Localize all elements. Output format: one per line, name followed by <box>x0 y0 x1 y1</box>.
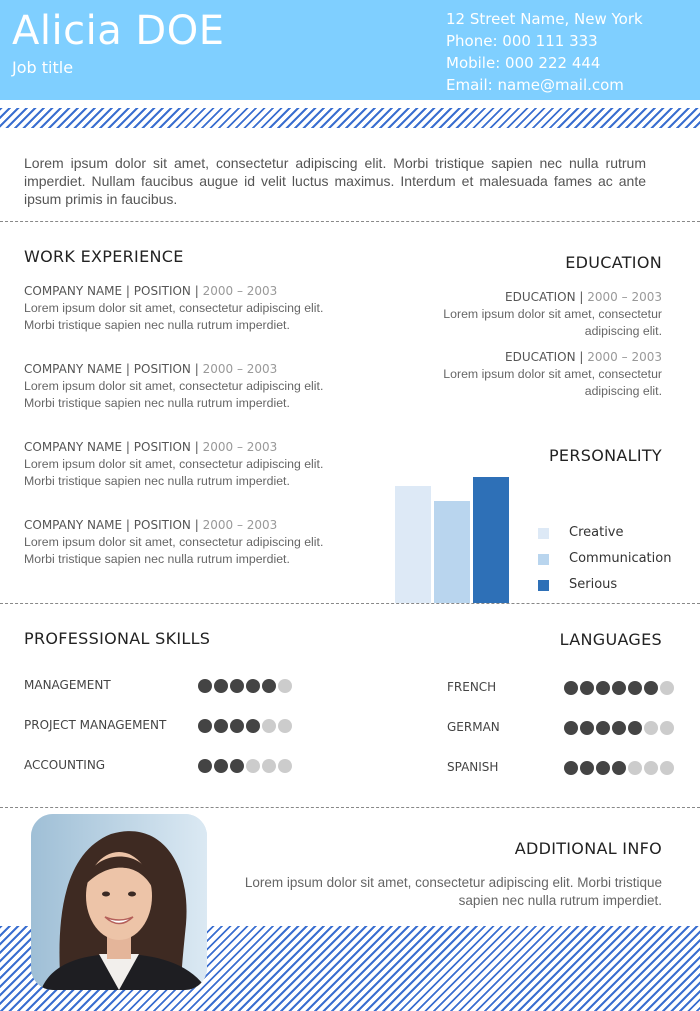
rating-dot-filled <box>214 719 228 733</box>
rating-dot-empty <box>278 719 292 733</box>
professional-skills-title: PROFESSIONAL SKILLS <box>24 629 211 648</box>
rating-dot-filled <box>564 681 578 695</box>
education-years: 2000 – 2003 <box>587 290 662 304</box>
rating-dot-empty <box>628 761 642 775</box>
language-rating <box>564 681 674 695</box>
rating-dot-empty <box>660 721 674 735</box>
education-description: Lorem ipsum dolor sit amet, consectetur adipiscing elit. <box>443 367 662 398</box>
job-entry <box>24 361 334 412</box>
rating-dot-filled <box>612 681 626 695</box>
skill-rating <box>198 759 292 773</box>
rating-dot-filled <box>564 761 578 775</box>
contact-email: Email: name@mail.com <box>446 76 624 94</box>
skill-label: ACCOUNTING <box>24 758 106 772</box>
job-description: Lorem ipsum dolor sit amet, consectetur adipiscing elit. Morbi tristique sapien nec nulla rutrum imperdiet. <box>24 457 324 488</box>
rating-dot-empty <box>246 759 260 773</box>
job-years: 2000 – 2003 <box>202 518 278 532</box>
job-entry <box>24 283 334 334</box>
job-position: POSITION <box>133 440 191 454</box>
contact-phone: Phone: 000 111 333 <box>446 32 598 50</box>
rating-dot-filled <box>612 721 626 735</box>
job-description: Lorem ipsum dolor sit amet, consectetur adipiscing elit. Morbi tristique sapien nec nulla rutrum imperdiet. <box>24 535 324 566</box>
rating-dot-filled <box>580 721 594 735</box>
job-position: POSITION <box>133 362 191 376</box>
education-heading: EDUCATION | 2000 – 2003 <box>505 290 662 304</box>
job-heading: COMPANY NAME | POSITION | 2000 – 2003 <box>24 284 278 298</box>
candidate-name: Alicia DOE <box>12 8 225 54</box>
additional-info-text: Lorem ipsum dolor sit amet, consectetur adipiscing elit. Morbi tristique sapien nec nulla rutrum imperdiet. <box>244 875 662 908</box>
job-heading: COMPANY NAME | POSITION | 2000 – 2003 <box>24 440 278 454</box>
education-title: EDUCATION <box>565 253 662 272</box>
company-name: COMPANY NAME <box>24 362 123 376</box>
contact-block <box>446 8 696 96</box>
legend-swatch <box>538 554 549 565</box>
rating-dot-filled <box>262 679 276 693</box>
rating-dot-filled <box>564 721 578 735</box>
work-experience-title: WORK EXPERIENCE <box>24 247 184 266</box>
job-description: Lorem ipsum dolor sit amet, consectetur adipiscing elit. Morbi tristique sapien nec nulla rutrum imperdiet. <box>24 379 324 410</box>
language-label: FRENCH <box>447 680 497 694</box>
rating-dot-filled <box>198 719 212 733</box>
language-label: SPANISH <box>447 760 499 774</box>
rating-dot-filled <box>612 761 626 775</box>
education-years: 2000 – 2003 <box>587 350 662 364</box>
skill-rating <box>198 679 292 693</box>
rating-dot-empty <box>262 719 276 733</box>
job-entry <box>24 439 334 490</box>
legend-label: Communication <box>569 551 672 566</box>
rating-dot-filled <box>596 681 610 695</box>
rating-dot-filled <box>246 679 260 693</box>
personality-bar-serious <box>473 477 509 603</box>
profile-photo-illustration <box>31 814 207 990</box>
rating-dot-empty <box>644 761 658 775</box>
rating-dot-filled <box>628 721 642 735</box>
personality-bar-creative <box>395 486 431 603</box>
skill-label: MANAGEMENT <box>24 678 111 692</box>
rating-dot-filled <box>596 761 610 775</box>
rating-dot-filled <box>214 679 228 693</box>
rating-dot-empty <box>660 761 674 775</box>
language-label: GERMAN <box>447 720 500 734</box>
education-description: Lorem ipsum dolor sit amet, consectetur adipiscing elit. <box>443 307 662 338</box>
rating-dot-filled <box>246 719 260 733</box>
language-rating <box>564 761 674 775</box>
rating-dot-filled <box>644 681 658 695</box>
company-name: COMPANY NAME <box>24 440 123 454</box>
education-entry <box>412 289 662 340</box>
rating-dot-filled <box>580 761 594 775</box>
legend-label: Serious <box>569 577 618 592</box>
rating-dot-empty <box>660 681 674 695</box>
rating-dot-empty <box>262 759 276 773</box>
job-heading: COMPANY NAME | POSITION | 2000 – 2003 <box>24 518 278 532</box>
job-heading: COMPANY NAME | POSITION | 2000 – 2003 <box>24 362 278 376</box>
job-years: 2000 – 2003 <box>202 284 278 298</box>
section-divider <box>0 603 700 604</box>
rating-dot-filled <box>198 759 212 773</box>
language-rating <box>564 721 674 735</box>
rating-dot-empty <box>278 679 292 693</box>
intro-paragraph: Lorem ipsum dolor sit amet, consectetur adipiscing elit. Morbi tristique sapien nec nulla rutrum imperdiet. Nullam faucibus augue id velit luctus maximus. Interdum et malesuada fames ac ante ipsum primis in faucibus. <box>24 155 646 207</box>
personality-bar-communication <box>434 501 470 603</box>
rating-dot-filled <box>596 721 610 735</box>
rating-dot-filled <box>214 759 228 773</box>
rating-dot-empty <box>278 759 292 773</box>
job-title: Job title <box>12 58 74 77</box>
contact-mobile: Mobile: 000 222 444 <box>446 54 601 72</box>
job-position: POSITION <box>133 284 191 298</box>
education-label: EDUCATION <box>505 350 576 364</box>
skill-label: PROJECT MANAGEMENT <box>24 718 167 732</box>
education-label: EDUCATION <box>505 290 576 304</box>
section-divider <box>0 807 700 808</box>
decorative-stripe-top <box>0 108 700 128</box>
section-divider <box>0 221 700 222</box>
header-banner <box>0 0 700 100</box>
education-entry <box>412 349 662 400</box>
rating-dot-filled <box>230 759 244 773</box>
rating-dot-filled <box>230 719 244 733</box>
additional-info-title: ADDITIONAL INFO <box>514 839 662 858</box>
job-position: POSITION <box>133 518 191 532</box>
legend-label: Creative <box>569 525 624 540</box>
languages-title: LANGUAGES <box>559 630 662 649</box>
skill-rating <box>198 719 292 733</box>
job-years: 2000 – 2003 <box>202 362 278 376</box>
rating-dot-filled <box>628 681 642 695</box>
legend-swatch <box>538 528 549 539</box>
company-name: COMPANY NAME <box>24 518 123 532</box>
job-entry <box>24 517 334 568</box>
contact-address: 12 Street Name, New York <box>446 10 643 28</box>
company-name: COMPANY NAME <box>24 284 123 298</box>
rating-dot-filled <box>230 679 244 693</box>
legend-swatch <box>538 580 549 591</box>
job-description: Lorem ipsum dolor sit amet, consectetur adipiscing elit. Morbi tristique sapien nec nulla rutrum imperdiet. <box>24 301 324 332</box>
profile-photo <box>31 814 207 990</box>
rating-dot-filled <box>580 681 594 695</box>
personality-title: PERSONALITY <box>548 446 662 465</box>
rating-dot-filled <box>198 679 212 693</box>
rating-dot-empty <box>644 721 658 735</box>
job-years: 2000 – 2003 <box>202 440 278 454</box>
education-heading: EDUCATION | 2000 – 2003 <box>505 350 662 364</box>
